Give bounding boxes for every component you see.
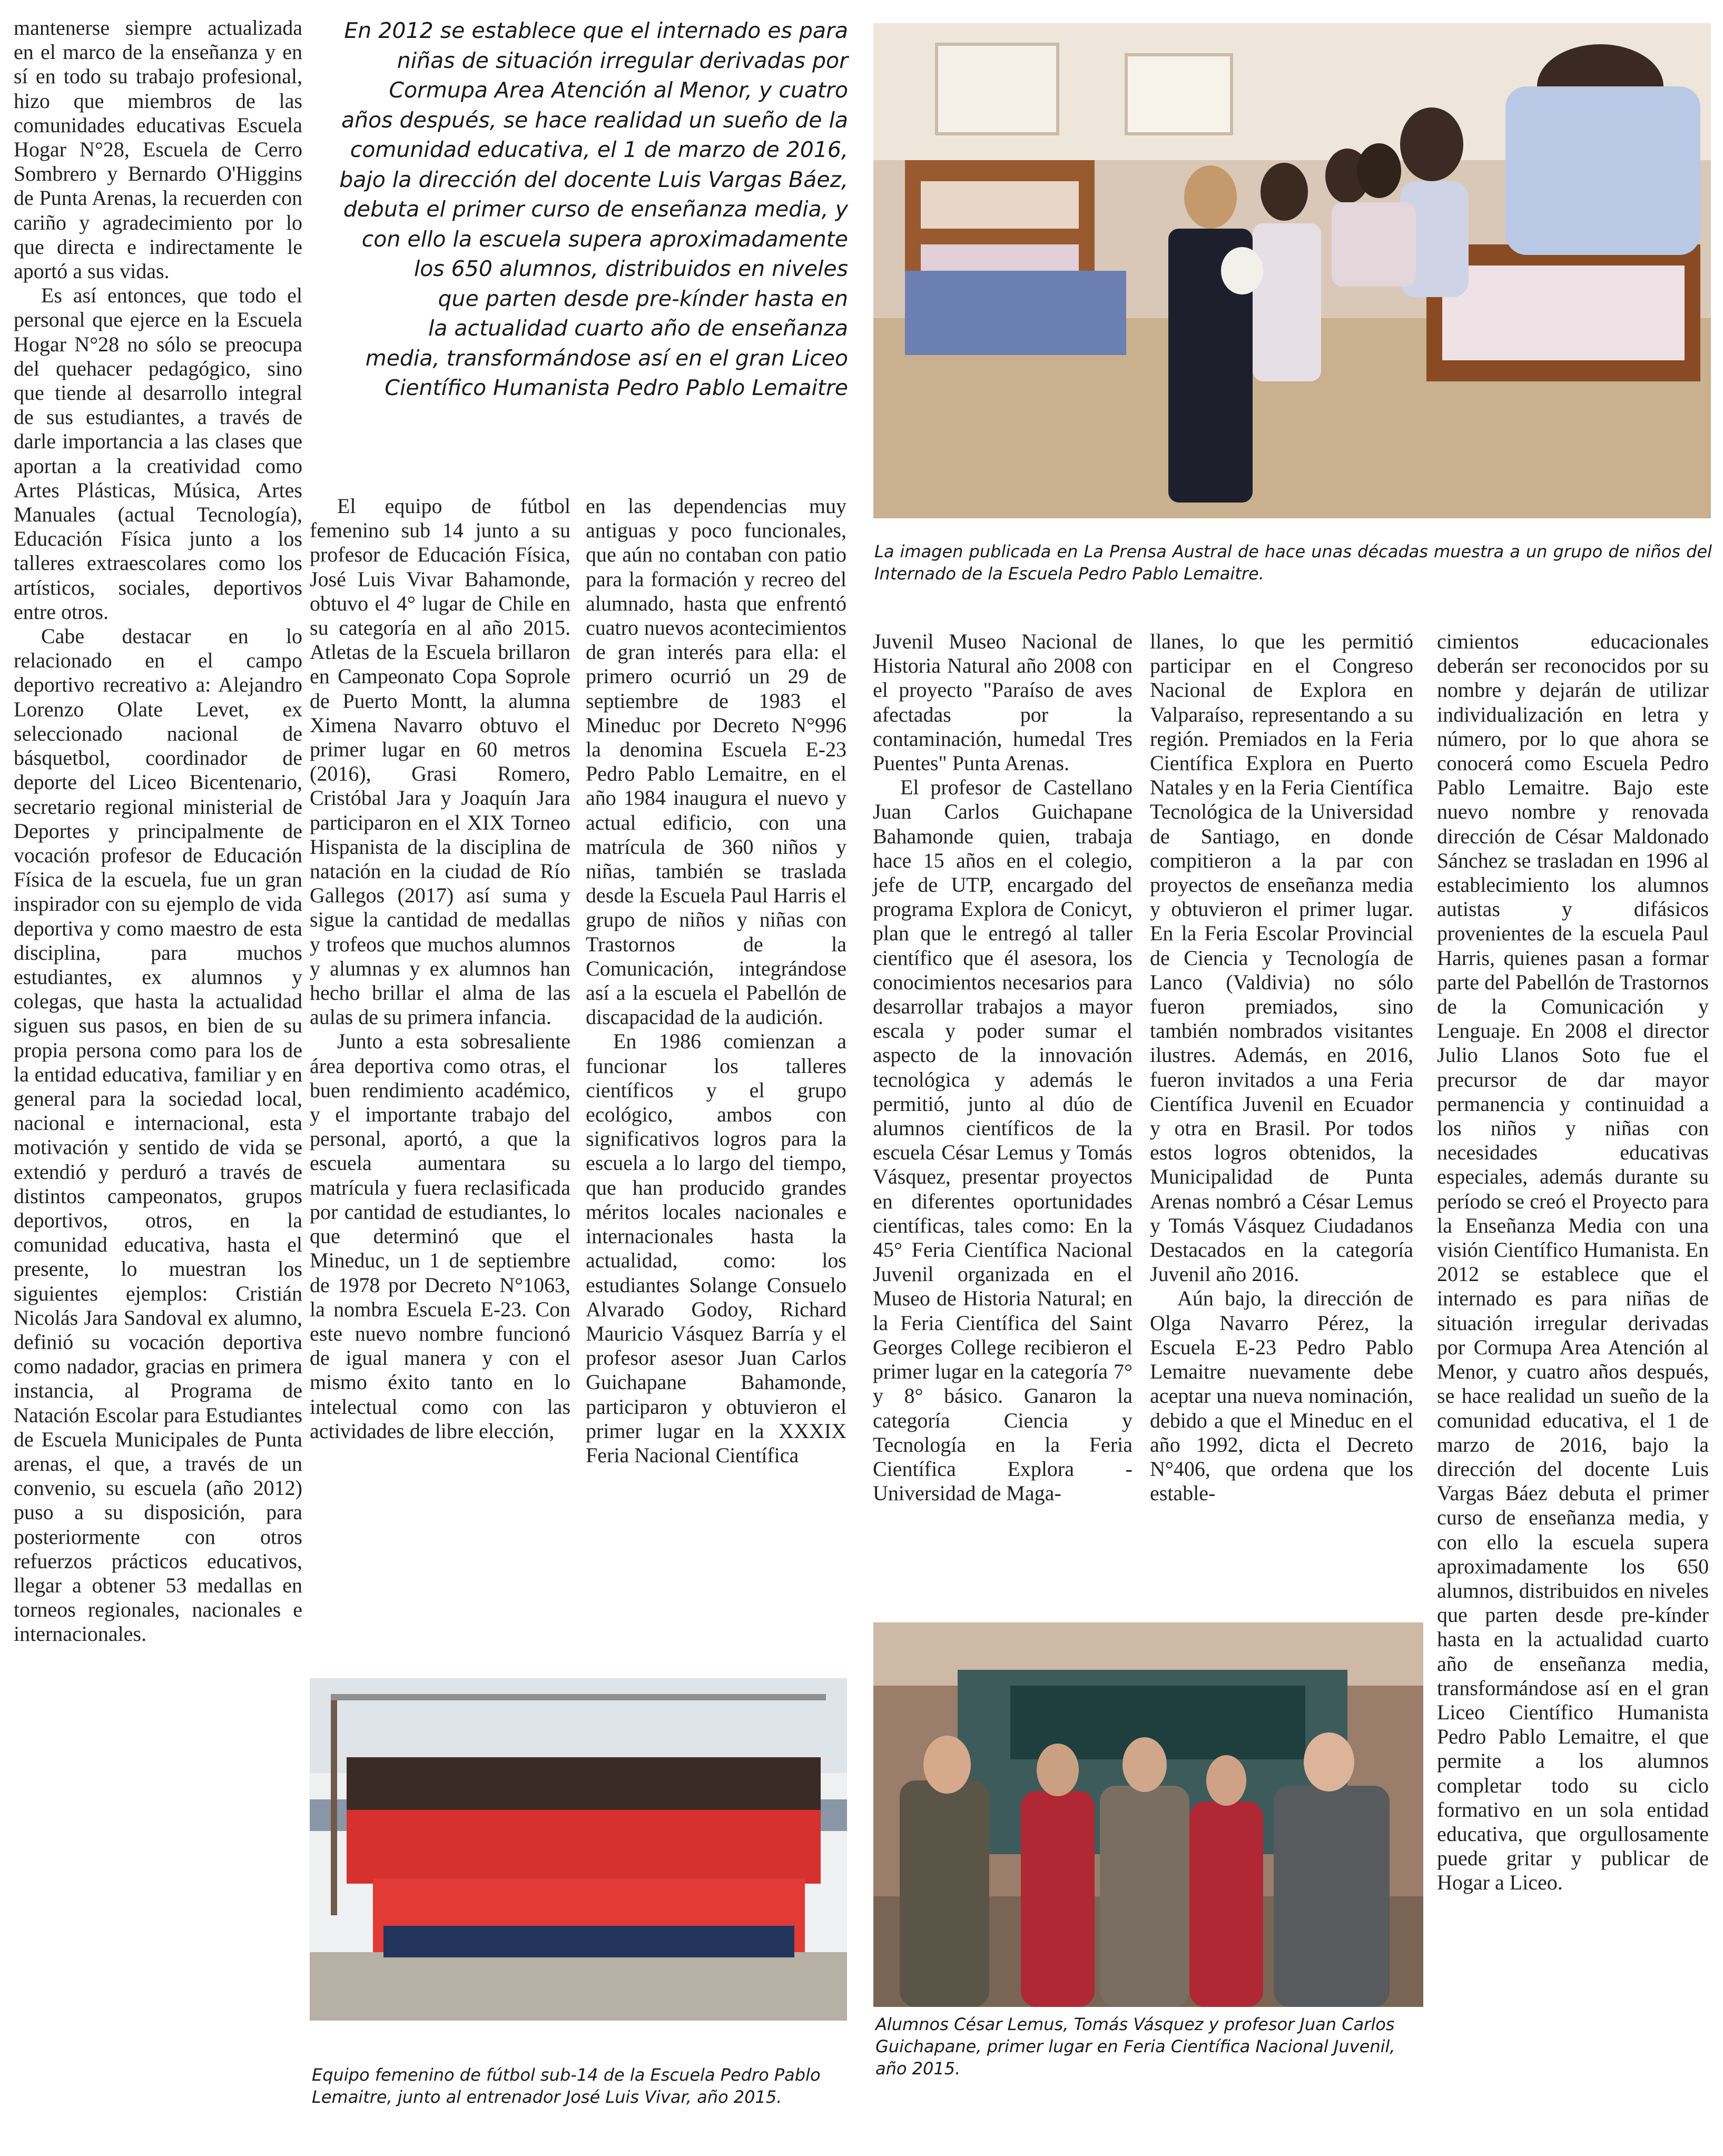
paragraph: Juvenil Museo Nacional de Historia Natural año 2008 con el proyecto "Paraíso de aves afectadas por la contaminación, humedal Tres Puentes" Punta Arenas.	[873, 629, 1133, 775]
pull-quote-line: media, transformándose así en el gran Liceo	[365, 345, 848, 371]
article-column-3	[586, 494, 846, 1468]
pull-quote-line: la actualidad cuarto año de enseñanza	[428, 316, 848, 341]
paragraph: Aún bajo, la dirección de Olga Navarro Pérez, la Escuela E-23 Pedro Pablo Lemaitre nuevamente debe aceptar una nueva nominación, debido a que el Mineduc en el año 1992, dicta el Decreto N°406, que ordena que los estable-	[1150, 1286, 1413, 1505]
paragraph: Es así entonces, que todo el personal que ejerce en la Escuela Hogar N°28 no sólo se preocupa del quehacer pedagógico, sino que tiende al desarrollo integral de sus estudiantes, a través de darle importancia a las clases que aportan a la creatividad como Artes Plásticas, Música, Artes Manuales (actual Tecnología), Educación Física junto a los talleres extraescolares como los artísticos, sociales, deportivos entre otros.	[14, 283, 302, 624]
article-column-2	[310, 494, 570, 1443]
pull-quote	[311, 16, 848, 403]
dormitory-photo-caption: La imagen publicada en La Prensa Austral de hace unas décadas muestra a un grupo de niños del Internado de la Escuela Pedro Pablo Lemaitre.	[874, 542, 1712, 584]
article-column-1	[14, 16, 302, 1647]
article-column-5	[1150, 629, 1413, 1505]
paragraph: En 1986 comienzan a funcionar los talleres científicos y el grupo ecológico, ambos con significativos logros para la escuela a lo largo del tiempo, que han producido grandes méritos locales nacionales e internacionales hasta la actualidad, como: los estudiantes Solange Consuelo Alvarado Godoy, Richard Mauricio Vásquez Barría y el profesor asesor Juan Carlos Guichapane Bahamonde, participaron y obtuvieron el primer lugar en la XXXIX Feria Nacional Científica	[586, 1029, 846, 1467]
pull-quote-line: años después, se hace realidad un sueño de la	[341, 107, 848, 133]
dormitory-photo	[873, 23, 1711, 518]
pull-quote-line: comunidad educativa, el 1 de marzo de 2016,	[350, 137, 848, 162]
paragraph: Cabe destacar en lo relacionado en el campo deportivo recreativo a: Alejandro Lorenzo Olate Levet, ex seleccionado nacional de básquetbol, coordinador de deporte del Liceo Bicentenario, secretario regional ministerial de Deportes y principalmente de vocación profesor de Educación Física de la escuela, fue un gran inspirador con su ejemplo de vida deportiva y como maestro de esta disciplina, para muchos estudiantes, ex alumnos y colegas, que hasta la actualidad siguen sus pasos, en bien de su propia persona como para los de la entidad educativa, familiar y en general para la sociedad local, nacional e internacional, esta motivación y sentido de vida se extendió y perduró a través de distintos campeonatos, grupos deportivos, otros, en la comunidad educativa, hasta el presente, lo muestran los siguientes ejemplos: Cristián Nicolás Jara Sandoval ex alumno, definió su vocación deportiva como nadador, gracias en primera instancia, al Programa de Natación Escolar para Estudiantes de Escuela Municipales de Punta arenas, el que, a través de un convenio, su escuela (año 2012) puso a su disposición, para posteriormente con otros refuerzos prácticos educativos, llegar a obtener 53 medallas en torneos regionales, nacionales e internacionales.	[14, 624, 302, 1646]
pull-quote-line: bajo la dirección del docente Luis Vargas Báez,	[339, 166, 848, 192]
science-fair-photo	[873, 1622, 1423, 2007]
paragraph: llanes, lo que les permitió participar en el Congreso Nacional de Explora en Valparaíso, representando a su región. Premiados en la Feria Científica Explora en Puerto Natales y en la Feria Científica Tecnológica de la Universidad de Santiago, en donde compitieron a la par con proyectos de enseñanza media y obtuvieron el primer lugar. En la Feria Escolar Provincial de Ciencia y Tecnología de Lanco (Valdivia) no sólo fueron premiados, sino también nombrados visitantes ilustres. Además, en 2016, fueron invitados a una Feria Científica Juvenil en Ecuador y otra en Brasil. Por todos estos logros obtenidos, la Municipalidad de Punta Arenas nombró a César Lemus y Tomás Vásquez Ciudadanos Destacados en la categoría Juvenil año 2016.	[1150, 629, 1413, 1286]
paragraph: Junto a esta sobresaliente área deportiva como otras, el buen rendimiento académico, y el importante trabajo del personal, aportó, a que la escuela aumentara su matrícula y fuera reclasificada por cantidad de estudiantes, lo que determinó que el Mineduc, un 1 de septiembre de 1978 por Decreto N°1063, la nombra Escuela E-23. Con este nuevo nombre funcionó de igual manera y con el mismo éxito tanto en lo intelectual como con las actividades de libre elección,	[310, 1029, 570, 1443]
paragraph: cimientos educacionales deberán ser reconocidos por su nombre y dejarán de utilizar individualización en letra y número, por lo que ahora se conocerá como Escuela Pedro Pablo Lemaitre. Bajo este nuevo nombre y renovada dirección de César Maldonado Sánchez se trasladan en 1996 al establecimiento los alumnos autistas y difásicos provenientes de la escuela Paul Harris, quienes pasan a formar parte del Pabellón de Trastornos de la Comunicación y Lenguaje. En 2008 el director Julio Llanos Soto fue el precursor de dar mayor permanencia y continuidad a los niños y niñas con necesidades educativas especiales, además durante su período se creó el Proyecto para la Enseñanza Media con una visión Científico Humanista. En 2012 se establece que el internado es para niñas de situación irregular derivadas por Cormupa Area Atención al Menor, y cuatro años después, se hace realidad un sueño de la comunidad educativa, el 1 de marzo de 2016, bajo la dirección del docente Luis Vargas Báez debuta el primer curso de enseñanza media, y con ello la escuela supera aproximadamente los 650 alumnos, distribuidos en niveles que parten desde pre-kínder hasta en la actualidad cuarto año de enseñanza media, transformándose así en el gran Liceo Científico Humanista Pedro Pablo Lemaitre, el que permite a los alumnos completar todo su ciclo formativo en un sola entidad educativa, que orgullosamente puede gritar y publicar de Hogar a Liceo.	[1437, 629, 1709, 1895]
science-fair-photo-caption: Alumnos César Lemus, Tomás Vásquez y profesor Juan Carlos Guichapane, primer lugar en Feria Científica Nacional Juvenil, año 2015.	[875, 2014, 1395, 2079]
football-team-photo	[310, 1678, 847, 2021]
football-photo-caption: Equipo femenino de fútbol sub-14 de la Escuela Pedro Pablo Lemaitre, junto al entrenador José Luis Vivar, año 2015.	[312, 2065, 821, 2107]
paragraph: en las dependencias muy antiguas y poco funcionales, que aún no contaban con patio para la formación y recreo del alumnado, hasta que enfrentó cuatro nuevos acontecimientos de gran interés para ella: el primero ocurrió un 29 de septiembre de 1983 el Mineduc por Decreto N°996 la denomina Escuela E-23 Pedro Pablo Lemaitre, en el año 1984 inaugura el nuevo y actual edificio, con una matrícula de 360 niños y niñas, también se traslada desde la Escuela Paul Harris el grupo de niños y niñas con Trastornos de la Comunicación, integrándose así a la escuela el Pabellón de discapacidad de la audición.	[586, 494, 846, 1029]
pull-quote-line: niñas de situación irregular derivadas por	[397, 47, 848, 73]
paragraph: El profesor de Castellano Juan Carlos Guichapane Bahamonde quien, trabaja hace 15 años en el colegio, jefe de UTP, encargado del programa Explora de Conicyt, plan que le entregó al taller científico que él asesora, los conocimientos necesarios para desarrollar trabajos a mayor escala y poder sumar el aspecto de la innovación tecnológica y además le permitió, junto al dúo de alumnos científicos de la escuela César Lemus y Tomás Vásquez, presentar proyectos en diferentes oportunidades científicas, tales como: En la 45° Feria Científica Nacional Juvenil organizada en el Museo de Historia Natural; en la Feria Científica del Saint Georges College recibieron el primer lugar en la categoría 7° y 8° básico. Ganaron la categoría Ciencia y Tecnología en la Feria Científica Explora - Universidad de Maga-	[873, 775, 1133, 1505]
paragraph: mantenerse siempre actualizada en el marco de la enseñanza y en sí en todo su trabajo profesional, hizo que miembros de las comunidades educativas Escuela Hogar N°28, Escuela de Cerro Sombrero y Bernardo O'Higgins de Punta Arenas, la recuerden con cariño y agradecimiento por lo que directa e indirectamente le aportó a sus vidas.	[14, 16, 302, 283]
pull-quote-line: En 2012 se establece que el internado es para	[344, 18, 848, 43]
pull-quote-line: debuta el primer curso de enseñanza media, y	[343, 196, 848, 222]
pull-quote-line: los 650 alumnos, distribuidos en niveles	[413, 256, 848, 281]
article-column-4	[873, 629, 1133, 1505]
pull-quote-line: con ello la escuela supera aproximadamente	[361, 226, 848, 252]
paragraph: El equipo de fútbol femenino sub 14 junto a su profesor de Educación Física, José Luis Vivar Bahamonde, obtuvo el 4° lugar de Chile en su categoría en al año 2015. Atletas de la Escuela brillaron en Campeonato Copa Soprole de Puerto Montt, la alumna Ximena Navarro obtuvo el primer lugar en 60 metros (2016), Grasi Romero, Cristóbal Jara y Joaquín Jara participaron en el XIX Torneo Hispanista de la disciplina de natación en la ciudad de Río Gallegos (2017) así suma y sigue la cantidad de medallas y trofeos que muchos alumnos y alumnas y ex alumnos han hecho brillar el alma de las aulas de su primera infancia.	[310, 494, 570, 1029]
article-column-6	[1437, 629, 1709, 1895]
pull-quote-line: que parten desde pre-kínder hasta en	[438, 286, 848, 311]
pull-quote-line: Científico Humanista Pedro Pablo Lemaitre	[385, 375, 848, 400]
pull-quote-line: Cormupa Area Atención al Menor, y cuatro	[389, 77, 848, 103]
